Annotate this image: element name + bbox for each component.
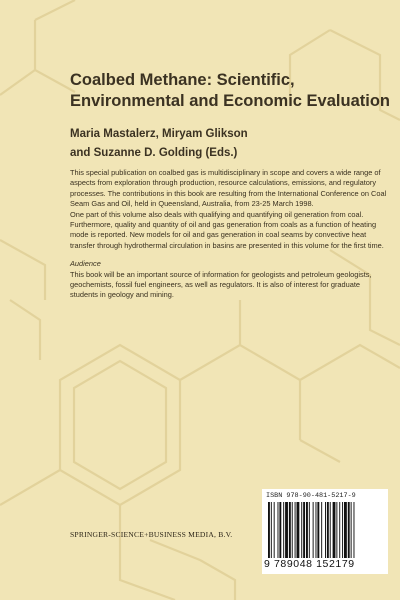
barcode-bar (336, 502, 337, 558)
barcode-bar (309, 502, 310, 558)
barcode-bar (289, 502, 291, 558)
description-paragraph-1: This special publication on coalbed gas is multidisciplinary in scope and covers a wide range of aspects from exploration through production, resource calculations, emissions, and regulatory processes. The contributions in this book are resulting from the International Conference on Coal Seam Gas and Oil, held in Queensland, Australia, from 23-25 March 1998. (70, 168, 387, 209)
barcode-bar (283, 502, 284, 558)
barcode-bar (354, 502, 355, 558)
barcode-bar (268, 502, 270, 558)
barcode-bar (285, 502, 288, 558)
barcode-bar (279, 502, 281, 558)
barcode-bar (321, 502, 322, 558)
barcode-bar (339, 502, 340, 558)
barcode-bar (317, 502, 319, 558)
audience-heading: Audience (70, 259, 101, 269)
barcode-bar (271, 502, 272, 558)
barcode (268, 502, 384, 558)
barcode-bar (330, 502, 331, 558)
barcode-bar (313, 502, 314, 558)
title-line-2: Environmental and Economic Evaluation (70, 92, 390, 110)
barcode-bar (325, 502, 326, 558)
barcode-bar (316, 502, 317, 558)
book-description (70, 168, 388, 301)
book-title (70, 70, 390, 112)
isbn-label: ISBN 978-90-481-5217-9 (266, 492, 356, 500)
barcode-bar (297, 502, 300, 558)
barcode-digits: 9 789048 152179 (264, 558, 355, 570)
barcode-bar (292, 502, 293, 558)
barcode-bar (348, 502, 350, 558)
barcode-bar (351, 502, 352, 558)
title-line-1: Coalbed Methane: Scientific, (70, 71, 295, 89)
publisher-name: SPRINGER-SCIENCE+BUSINESS MEDIA, B.V. (70, 530, 233, 539)
barcode-bar (278, 502, 279, 558)
barcode-bar (327, 502, 329, 558)
barcode-bar (306, 502, 308, 558)
barcode-bar (333, 502, 336, 558)
barcode-bar (295, 502, 296, 558)
editors-line-2: and Suzanne D. Golding (Eds.) (70, 147, 238, 159)
barcode-bar (303, 502, 305, 558)
description-paragraph-2: One part of this volume also deals with qualifying and quantifying oil generation from coal. Furthermore, quality and quantity of oil and gas generation from coals as a function of heating mode is reported. New models for oil and gas generation in coal seams by convective heat transfer through hydrothermal circulation in basins are presented in this volume for the first time. (70, 209, 384, 250)
editors-line-1: Maria Mastalerz, Miryam Glikson (70, 128, 248, 140)
audience-text: This book will be an important source of information for geologists and petroleum geologists, geochemists, fossil fuel engineers, as well as regulators. It is also of interest for graduate students in geology and mining. (70, 269, 372, 300)
barcode-bar (274, 502, 275, 558)
barcode-bar (344, 502, 347, 558)
book-editors (70, 125, 370, 163)
barcode-bar (301, 502, 302, 558)
barcode-bar (342, 502, 343, 558)
isbn-barcode-box (262, 489, 388, 574)
